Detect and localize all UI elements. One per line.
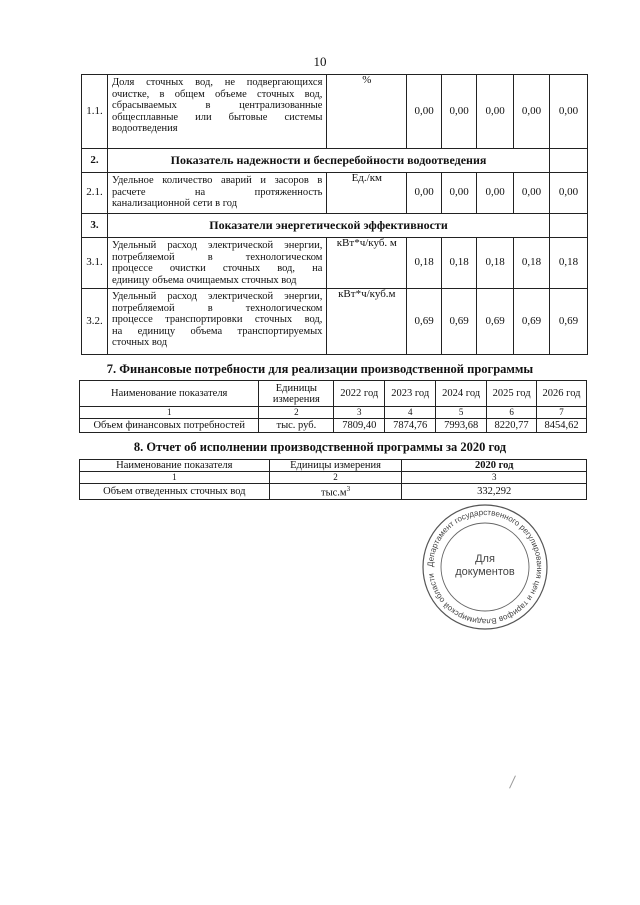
value-cell: 0,69 (550, 289, 588, 355)
financial-needs-table (79, 380, 587, 433)
index-row (80, 407, 587, 419)
section-row (82, 149, 588, 173)
value-cell: 0,00 (442, 173, 477, 214)
page-number: 10 (313, 54, 327, 69)
value-cell: 7809,40 (334, 419, 385, 433)
value-cell: 0,18 (514, 238, 550, 289)
stamp-outer-text: Департамент государственного регулирования цен и тарифов Владимирской области (425, 507, 545, 627)
indicator-name (107, 289, 326, 355)
value-cell: 0,00 (477, 75, 514, 149)
header-row (80, 381, 587, 407)
section-row (82, 214, 588, 238)
text-line: процессе транспортировки сточных вод, (111, 314, 323, 325)
value-cell: 0,18 (407, 238, 442, 289)
text-line: расчете на протяженность (111, 186, 323, 198)
unit-cell: кВт*ч/куб. м (327, 238, 407, 289)
stamp-seal (420, 502, 550, 632)
unit-cell: кВт*ч/куб.м (327, 289, 407, 355)
indicators-table (81, 74, 588, 355)
table-row (80, 484, 587, 500)
row-number: 3.2. (82, 289, 108, 355)
table-row (80, 419, 587, 433)
index-cell: 1 (80, 472, 270, 484)
unit-superscript: 3 (346, 485, 351, 493)
value-cell: 0,00 (550, 75, 588, 149)
indicator-name: Объем финансовых потребностей (80, 419, 259, 433)
row-number: 2.1. (82, 173, 108, 214)
unit-cell (269, 484, 402, 500)
text-line: сбрасываемых в централизованные (111, 100, 323, 111)
indicator-name (107, 238, 326, 289)
row-number: 2. (82, 149, 108, 173)
text-line: очистке, в общем объеме сточных вод, (111, 88, 323, 100)
section-8-title: 8. Отчет об исполнении производственной программы за 2020 год (133, 440, 507, 454)
table-row (82, 173, 588, 214)
value-cell: 7874,76 (385, 419, 436, 433)
value-cell: 0,69 (477, 289, 514, 355)
header-row (80, 460, 587, 472)
unit-text: тыс.м (320, 487, 347, 499)
text-line: единицу объема очищаемых сточных вод (111, 274, 297, 286)
row-number: 3. (82, 214, 108, 238)
column-header: 2022 год (334, 381, 385, 407)
text-line: Удельное количество аварий и засоров в (111, 175, 323, 186)
value-cell: 0,00 (407, 173, 442, 214)
column-header: Наименование показателя (80, 460, 270, 472)
value-cell: 8454,62 (537, 419, 587, 433)
index-cell: 4 (385, 407, 436, 419)
index-cell: 3 (402, 472, 587, 484)
text-line: на единицу объема транспортируемых (111, 325, 323, 337)
index-row (80, 472, 587, 484)
indicator-name (107, 75, 326, 149)
text-line: потребляемой в технологическом (111, 302, 323, 314)
value-cell: 7993,68 (436, 419, 487, 433)
section-title: Показатели энергетической эффективности (107, 214, 549, 238)
value-cell: 0,69 (442, 289, 477, 355)
section-title: Показатель надежности и бесперебойности водоотведения (107, 149, 549, 173)
text-line: Удельный расход электрической энергии, (111, 291, 323, 302)
value-cell: 0,18 (477, 238, 514, 289)
stamp-center-line: документов (455, 566, 515, 578)
text-line: Удельный расход электрической энергии, (111, 240, 323, 251)
text-line: общесплавные или бытовые системы (111, 111, 323, 123)
column-header: Единицы измерения (259, 381, 334, 407)
value-cell: 0,18 (442, 238, 477, 289)
unit-cell: тыс. руб. (259, 419, 334, 433)
value-cell: 332,292 (402, 484, 587, 500)
column-header: 2026 год (537, 381, 587, 407)
index-cell: 6 (487, 407, 537, 419)
indicator-name (107, 173, 326, 214)
value-cell: 0,00 (514, 75, 550, 149)
column-header: 2025 год (487, 381, 537, 407)
value-cell: 0,69 (407, 289, 442, 355)
text-line: водоотведения (111, 123, 178, 134)
value-cell: 0,00 (477, 173, 514, 214)
text-line: потребляемой в технологическом (111, 251, 323, 263)
value-cell: 0,18 (550, 238, 588, 289)
column-header: Единицы измерения (269, 460, 402, 472)
table-row (82, 75, 588, 149)
report-table (79, 459, 587, 500)
unit-cell: % (327, 75, 407, 149)
text-line: сточных вод (111, 337, 168, 348)
stamp-center-line: Для (475, 553, 495, 565)
index-cell: 3 (334, 407, 385, 419)
text-line: канализационной сети в год (111, 198, 238, 209)
section-7-title: 7. Финансовые потребности для реализации производственной программы (106, 362, 534, 376)
index-cell: 2 (269, 472, 402, 484)
value-cell: 0,00 (407, 75, 442, 149)
table-row (82, 289, 588, 355)
unit-cell: Ед./км (327, 173, 407, 214)
empty-cell (550, 214, 588, 238)
row-number: 3.1. (82, 238, 108, 289)
index-cell: 2 (259, 407, 334, 419)
index-cell: 5 (436, 407, 487, 419)
value-cell: 8220,77 (487, 419, 537, 433)
text-line: Доля сточных вод, не подвергающихся (111, 77, 323, 88)
indicator-name: Объем отведенных сточных вод (80, 484, 270, 500)
column-header: 2023 год (385, 381, 436, 407)
column-header: 2024 год (436, 381, 487, 407)
index-cell: 7 (537, 407, 587, 419)
value-cell: 0,00 (442, 75, 477, 149)
column-header: Наименование показателя (80, 381, 259, 407)
text-line: процессе очистки сточных вод, на (111, 263, 323, 274)
row-number: 1.1. (82, 75, 108, 149)
value-cell: 0,69 (514, 289, 550, 355)
value-cell: 0,00 (514, 173, 550, 214)
value-cell: 0,00 (550, 173, 588, 214)
column-header: 2020 год (402, 460, 587, 472)
empty-cell (550, 149, 588, 173)
table-row (82, 238, 588, 289)
pen-mark (509, 775, 516, 788)
index-cell: 1 (80, 407, 259, 419)
